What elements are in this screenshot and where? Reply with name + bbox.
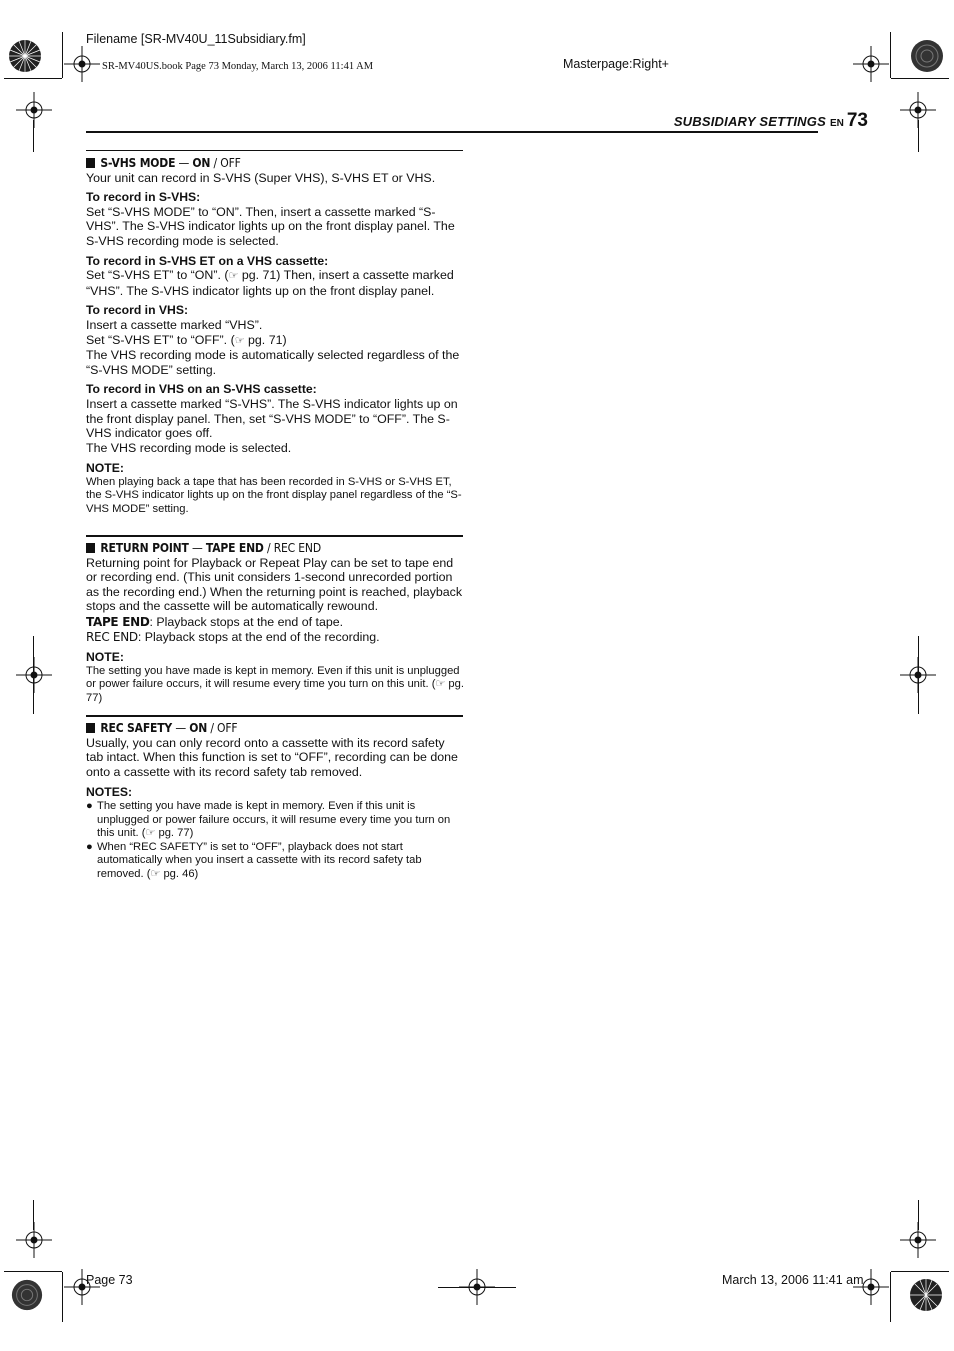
book-info-line: SR-MV40US.book Page 73 Monday, March 13, 2006 11:41 AM xyxy=(102,61,374,72)
body-text: Set “S-VHS MODE” to “ON”. Then, insert a cassette marked “S-VHS”. The S-VHS indicator lights up on the front display panel. The S-VHS recording mode is selected. xyxy=(86,204,455,248)
crop-mark xyxy=(890,32,891,78)
crop-mark xyxy=(33,1200,34,1230)
option-label: REC END xyxy=(86,629,138,644)
square-bullet-icon xyxy=(86,543,95,553)
crosshair-mark-icon xyxy=(64,46,100,82)
section-heading: S-VHS MODE — ON / OFF xyxy=(86,156,426,171)
svhs-mode-section xyxy=(86,156,464,517)
section-divider xyxy=(86,150,463,151)
crop-mark xyxy=(891,1271,949,1272)
section-title: SUBSIDIARY SETTINGS xyxy=(673,114,826,129)
page-reference-icon: ☞ xyxy=(435,678,446,691)
crop-mark xyxy=(4,78,62,79)
intro-text: Usually, you can only record onto a cassette with its record safety tab intact. When this function is set to “OFF”, recording can be done onto a cassette with its record safety tab removed. xyxy=(86,735,458,779)
body-text: The VHS recording mode is automatically selected regardless of the “S-VHS MODE” setting. xyxy=(86,348,460,377)
registration-rosette-icon xyxy=(908,1277,944,1313)
subheading: To record in VHS: xyxy=(86,303,189,318)
crosshair-mark-icon xyxy=(853,46,889,82)
note-text: The setting you have made is kept in memory. Even if this unit is unplugged or power failure occurs, it will resume every time you turn on this unit. (☞ pg. 77) xyxy=(86,664,464,704)
language-code: EN xyxy=(829,118,844,129)
page-number: 73 xyxy=(846,110,868,131)
running-head xyxy=(600,110,868,132)
crosshair-mark-icon xyxy=(16,657,52,693)
page-reference-icon: ☞ xyxy=(228,270,239,283)
page-reference-icon: ☞ xyxy=(145,827,156,840)
intro-text: Your unit can record in S-VHS (Super VHS), S-VHS ET or VHS. xyxy=(86,170,436,185)
note-heading: NOTE: xyxy=(86,650,124,665)
crop-mark xyxy=(918,120,919,152)
return-point-section xyxy=(86,541,464,706)
note-heading: NOTE: xyxy=(86,461,124,476)
body-text: Insert a cassette marked “VHS”. xyxy=(86,317,263,332)
footer-page-label: Page 73 xyxy=(86,1273,133,1287)
crop-mark xyxy=(890,1272,891,1322)
body-text: Set “S-VHS ET” to “OFF”. (☞ pg. 71) xyxy=(86,332,287,347)
section-divider xyxy=(86,715,463,717)
body-text: The VHS recording mode is selected. xyxy=(86,440,292,455)
note-text: When playing back a tape that has been recorded in S-VHS or S-VHS ET, the S-VHS indicator lights up on the front display panel regardless of the “S-VHS MODE” setting. xyxy=(86,475,462,516)
section-divider xyxy=(86,535,463,537)
bullet-icon: ● xyxy=(86,799,93,812)
option-label: TAPE END xyxy=(86,614,150,629)
option-description: TAPE END: Playback stops at the end of tape. xyxy=(86,614,344,629)
note-item: ● The setting you have made is kept in memory. Even if this unit is unplugged or power failure occurs, it will resume every time you turn on this unit. (☞ pg. 77) xyxy=(86,799,451,840)
intro-text: Returning point for Playback or Repeat Play can be set to tape end or recording end. (This unit considers 1-second unrecorded portion as the recording end.) When the returning point is reached, playback stops and the cassette will be automatically rewound. xyxy=(86,555,463,614)
rec-safety-section xyxy=(86,721,464,882)
crop-mark xyxy=(891,78,949,79)
filename-label: Filename [SR-MV40U_11Subsidiary.fm] xyxy=(86,32,306,46)
crop-mark xyxy=(918,636,919,714)
square-bullet-icon xyxy=(86,158,95,168)
note-item: ● When “REC SAFETY” is set to “OFF”, playback does not start automatically when you insert a cassette with its record safety tab removed. (☞ pg. 46) xyxy=(86,840,422,880)
footer-date: March 13, 2006 11:41 am xyxy=(722,1273,864,1287)
header-rule xyxy=(86,131,818,133)
page-reference-icon: ☞ xyxy=(150,867,161,880)
subheading: To record in VHS on an S-VHS cassette: xyxy=(86,382,317,397)
crosshair-mark-icon xyxy=(16,92,52,128)
crop-mark xyxy=(33,636,34,714)
registration-rosette-icon xyxy=(7,38,43,74)
section-heading: RETURN POINT — TAPE END / REC END xyxy=(86,541,426,556)
bullet-icon: ● xyxy=(86,840,93,853)
subheading: To record in S-VHS ET on a VHS cassette: xyxy=(86,253,329,268)
crosshair-mark-icon xyxy=(16,1222,52,1258)
crop-mark xyxy=(4,1271,62,1272)
notes-heading: NOTES: xyxy=(86,785,133,800)
crop-mark xyxy=(62,32,63,78)
registration-rosette-icon xyxy=(909,38,945,74)
registration-rosette-icon xyxy=(10,1278,44,1312)
crop-mark xyxy=(33,120,34,152)
page-reference-icon: ☞ xyxy=(234,334,245,347)
body-text: Set “S-VHS ET” to “ON”. (☞ pg. 71) Then, insert a cassette marked “VHS”. The S-VHS indicator lights up on the front display panel. xyxy=(86,268,454,298)
masterpage-label: Masterpage:Right+ xyxy=(563,57,669,71)
section-heading: REC SAFETY — ON / OFF xyxy=(86,721,426,736)
square-bullet-icon xyxy=(86,723,95,733)
option-description: REC END: Playback stops at the end of the recording. xyxy=(86,629,380,644)
body-text: Insert a cassette marked “S-VHS”. The S-VHS indicator lights up on the front display panel. Then, set “S-VHS MODE” to “OFF”. The S-VHS indicator goes off. xyxy=(86,396,458,441)
subheading: To record in S-VHS: xyxy=(86,190,201,205)
crop-mark xyxy=(918,1200,919,1230)
crop-mark xyxy=(62,1272,63,1322)
crop-mark xyxy=(438,1287,516,1288)
